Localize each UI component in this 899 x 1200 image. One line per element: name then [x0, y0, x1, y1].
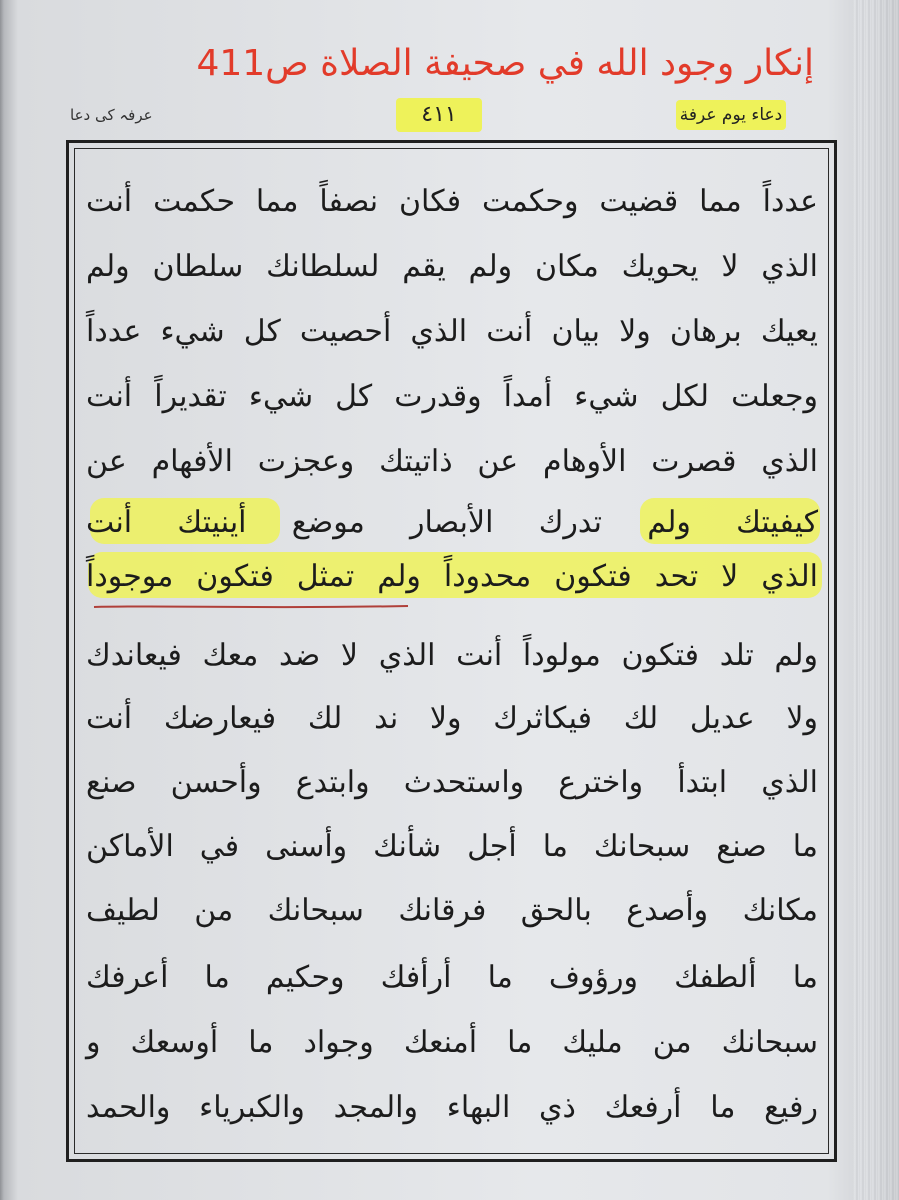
running-header-right: دعاء يوم عرفة [676, 100, 786, 130]
text-line: الذي قصرت الأوهام عن ذاتيتك وعجزت الأفهام عن [86, 444, 818, 479]
text-line: كيفيتك ولم تدرك الأبصار موضع أينيتك أنت [86, 505, 818, 540]
running-header-left: عرفہ کی دعا [70, 106, 153, 124]
text-line: ولا عديل لك فيكاثرك ولا ند لك فيعارضك أنت [86, 701, 818, 736]
text-line: ولم تلد فتكون مولوداً أنت الذي لا ضد معك فيعاندك [86, 638, 818, 673]
handwritten-underline [92, 604, 410, 610]
text-line: الذي لا تحد فتكون محدوداً ولم تمثل فتكون موجوداً [86, 559, 818, 594]
text-line: مكانك وأصدع بالحق فرقانك سبحانك من لطيف [86, 893, 818, 928]
text-line: ما صنع سبحانك ما أجل شأنك وأسنى في الأماكن [86, 829, 818, 864]
text-line: يعيك برهان ولا بيان أنت الذي أحصيت كل شيء عدداً [86, 314, 818, 349]
page-number: ٤١١ [396, 98, 482, 132]
text-line: الذي لا يحويك مكان ولم يقم لسلطانك سلطان ولم [86, 249, 818, 284]
page-edge [853, 0, 899, 1200]
text-line: سبحانك من مليك ما أمنعك وجواد ما أوسعك و [86, 1025, 818, 1060]
text-line: عدداً مما قضيت وحكمت فكان نصفاً مما حكمت أنت [86, 184, 818, 219]
text-line: رفيع ما أرفعك ذي البهاء والمجد والكبرياء والحمد [86, 1090, 818, 1125]
text-line: ما ألطفك ورؤوف ما أرأفك وحكيم ما أعرفك [86, 960, 818, 995]
text-line: وجعلت لكل شيء أمداً وقدرت كل شيء تقديراً أنت [86, 379, 818, 414]
text-line: الذي ابتدأ واخترع واستحدث وابتدع وأحسن صنع [86, 765, 818, 800]
annotation-title: إنكار وجود الله في صحيفة الصلاة ص411 [196, 43, 814, 84]
